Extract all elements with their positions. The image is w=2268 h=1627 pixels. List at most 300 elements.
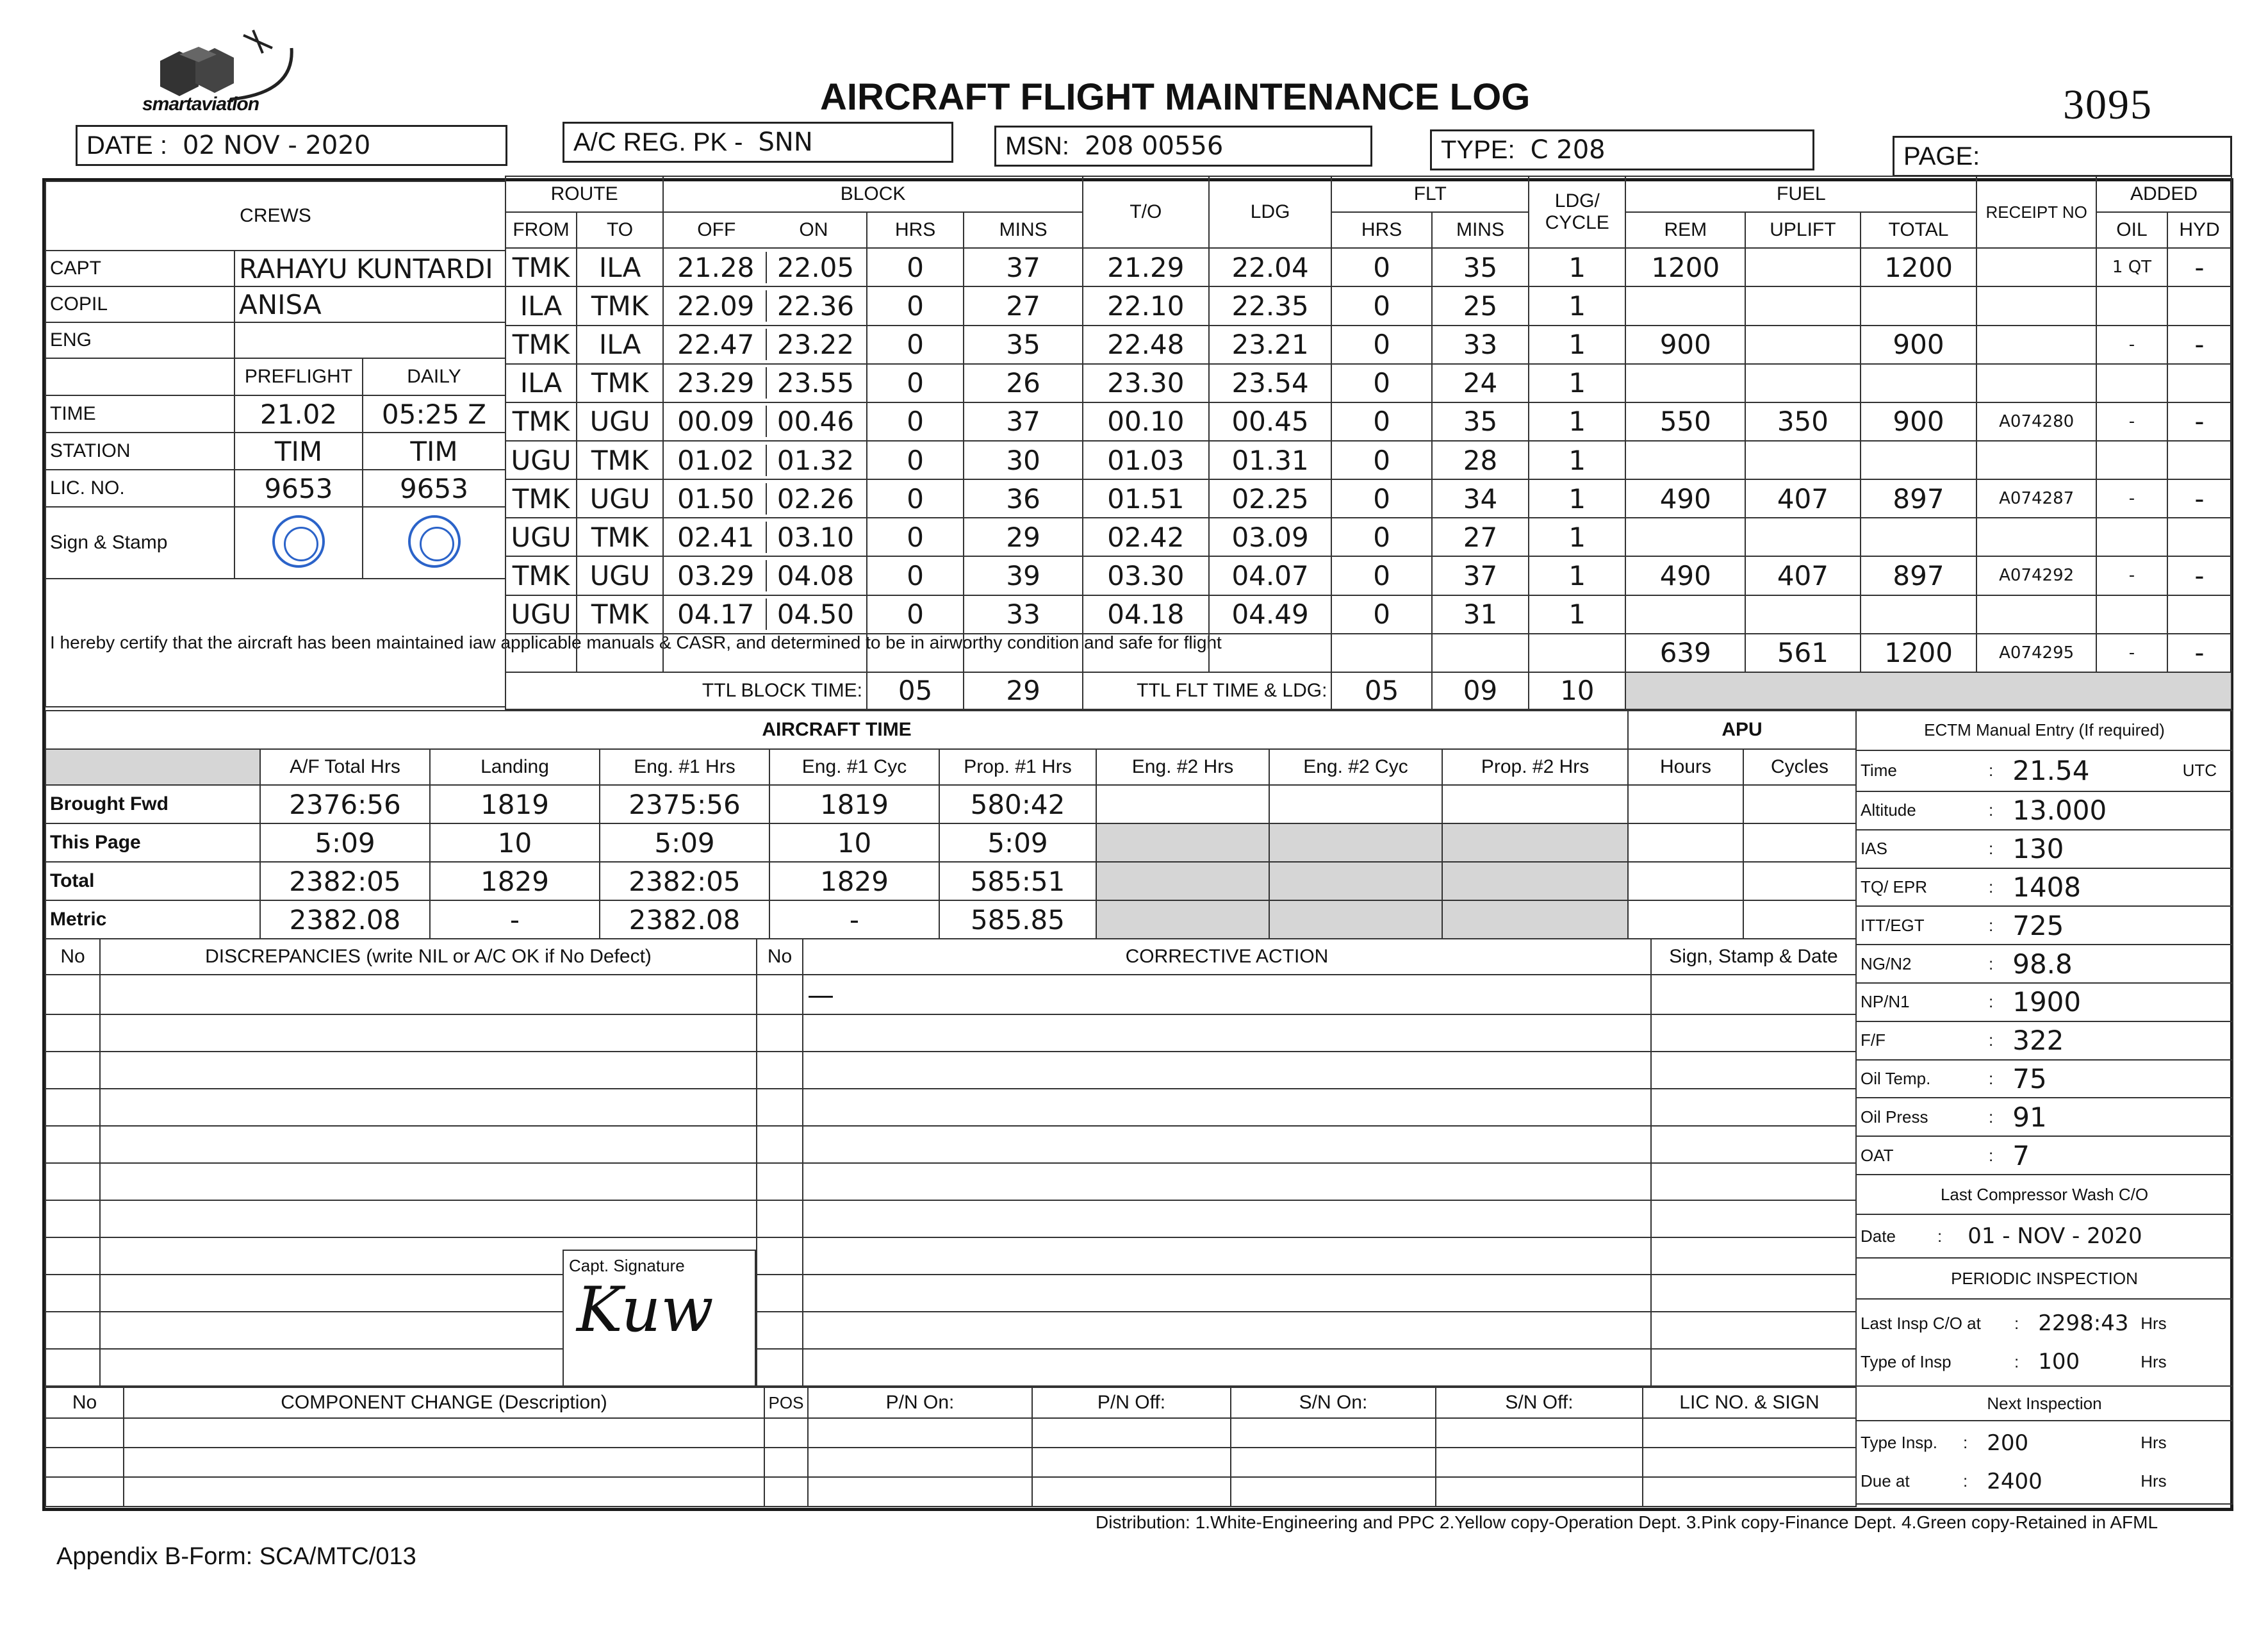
fuel-total[interactable] <box>1861 441 1977 479</box>
landing[interactable]: 23.21 <box>1209 326 1332 364</box>
ttl-ldg[interactable]: 10 <box>1529 672 1625 709</box>
flt-mins[interactable]: 31 <box>1432 595 1529 634</box>
from[interactable]: ILA <box>505 286 577 325</box>
at-value[interactable]: 585:51 <box>939 862 1096 900</box>
hyd-added[interactable]: - <box>2167 556 2231 595</box>
off-time[interactable]: 01.50 <box>666 483 767 515</box>
preflight-time[interactable]: 21.02 <box>234 395 363 433</box>
fuel-uplift[interactable]: 407 <box>1745 556 1861 595</box>
fuel-uplift[interactable] <box>1745 326 1861 364</box>
disc-text-cell[interactable] <box>100 1163 757 1200</box>
flt-mins[interactable]: 35 <box>1432 402 1529 441</box>
at-value[interactable]: - <box>430 900 600 939</box>
block-hrs[interactable]: 0 <box>867 364 964 402</box>
at-empty[interactable] <box>1442 785 1628 823</box>
at-value[interactable]: 2382.08 <box>600 900 769 939</box>
disc-no-cell[interactable] <box>45 1089 100 1126</box>
ectm-value[interactable]: 322 <box>2012 1025 2064 1057</box>
ca-no-cell[interactable] <box>757 975 803 1014</box>
landing[interactable]: 22.04 <box>1209 248 1332 286</box>
off-time[interactable]: 21.28 <box>666 252 767 283</box>
sign-cell[interactable] <box>1651 1052 1856 1089</box>
disc-no-cell[interactable] <box>45 1312 100 1349</box>
at-empty[interactable] <box>1269 862 1442 900</box>
ca-no-cell[interactable] <box>757 1275 803 1312</box>
receipt-no[interactable]: A074292 <box>1976 556 2096 595</box>
sign-cell[interactable] <box>1651 1200 1856 1237</box>
ca-no-cell[interactable] <box>757 1052 803 1089</box>
off-time[interactable]: 01.02 <box>666 445 767 476</box>
oil-added[interactable]: - <box>2096 402 2167 441</box>
from[interactable]: TMK <box>505 402 577 441</box>
landing[interactable]: 03.09 <box>1209 518 1332 556</box>
at-empty[interactable] <box>1269 823 1442 862</box>
landing[interactable]: 04.07 <box>1209 556 1332 595</box>
block-hrs[interactable]: 0 <box>867 286 964 325</box>
at-value[interactable]: 10 <box>769 823 939 862</box>
flt-hrs[interactable]: 0 <box>1331 518 1431 556</box>
ectm-value[interactable]: 75 <box>2012 1063 2047 1095</box>
hyd-added[interactable]: - <box>2167 326 2231 364</box>
disc-text-cell[interactable] <box>100 1052 757 1089</box>
block-hrs[interactable]: 0 <box>867 248 964 286</box>
ttl-block-mins[interactable]: 29 <box>964 672 1083 709</box>
cycle[interactable]: 1 <box>1529 441 1625 479</box>
off-time[interactable]: 00.09 <box>666 406 767 437</box>
to[interactable]: UGU <box>577 479 663 518</box>
receipt-no[interactable] <box>1976 441 2096 479</box>
takeoff[interactable]: 00.10 <box>1083 402 1209 441</box>
flt-mins[interactable]: 35 <box>1432 248 1529 286</box>
cycle[interactable] <box>1529 634 1625 672</box>
from[interactable]: ILA <box>505 364 577 402</box>
oil-added[interactable] <box>2096 595 2167 634</box>
flt-mins[interactable]: 34 <box>1432 479 1529 518</box>
at-value[interactable]: 2375:56 <box>600 785 769 823</box>
ca-no-cell[interactable] <box>757 1237 803 1275</box>
ca-first-entry[interactable]: — <box>803 975 1651 1014</box>
ectm-value[interactable]: 91 <box>2012 1101 2047 1133</box>
takeoff[interactable]: 02.42 <box>1083 518 1209 556</box>
wash-date[interactable]: 01 - NOV - 2020 <box>1968 1223 2142 1250</box>
sign-cell[interactable] <box>1651 1349 1856 1386</box>
hyd-added[interactable] <box>2167 441 2231 479</box>
block-hrs[interactable]: 0 <box>867 326 964 364</box>
flt-hrs[interactable]: 0 <box>1331 364 1431 402</box>
ca-text-cell[interactable] <box>803 1349 1651 1386</box>
takeoff[interactable]: 01.03 <box>1083 441 1209 479</box>
cycle[interactable]: 1 <box>1529 364 1625 402</box>
on-time[interactable]: 02.26 <box>777 483 855 515</box>
flt-hrs[interactable]: 0 <box>1331 326 1431 364</box>
from[interactable] <box>505 634 577 672</box>
at-empty[interactable] <box>1269 785 1442 823</box>
ectm-value[interactable]: 98.8 <box>2012 948 2073 980</box>
hyd-added[interactable] <box>2167 518 2231 556</box>
disc-text-cell[interactable] <box>100 1126 757 1163</box>
from[interactable]: TMK <box>505 248 577 286</box>
flt-hrs[interactable]: 0 <box>1331 441 1431 479</box>
at-empty[interactable] <box>1442 900 1628 939</box>
disc-text-cell[interactable] <box>100 1089 757 1126</box>
fuel-rem[interactable]: 900 <box>1625 326 1745 364</box>
at-value[interactable]: 2382:05 <box>600 862 769 900</box>
disc-no-cell[interactable] <box>45 1126 100 1163</box>
hyd-added[interactable]: - <box>2167 479 2231 518</box>
fuel-uplift[interactable] <box>1745 518 1861 556</box>
receipt-no[interactable]: A074295 <box>1976 634 2096 672</box>
oil-added[interactable] <box>2096 441 2167 479</box>
type-insp-value[interactable]: 100 <box>2038 1349 2080 1375</box>
at-empty[interactable] <box>1442 823 1628 862</box>
ectm-value[interactable]: 1900 <box>2012 986 2082 1018</box>
fuel-total[interactable] <box>1861 364 1977 402</box>
landing[interactable]: 02.25 <box>1209 479 1332 518</box>
off-time[interactable]: 23.29 <box>666 367 767 399</box>
fuel-rem[interactable]: 550 <box>1625 402 1745 441</box>
off-time[interactable]: 22.09 <box>666 290 767 322</box>
hyd-added[interactable] <box>2167 286 2231 325</box>
type-field[interactable] <box>1430 129 1814 170</box>
ttl-block-hrs[interactable]: 05 <box>867 672 964 709</box>
block-mins[interactable]: 39 <box>964 556 1083 595</box>
fuel-rem[interactable]: 1200 <box>1625 248 1745 286</box>
ca-text-cell[interactable] <box>803 1052 1651 1089</box>
from[interactable]: TMK <box>505 479 577 518</box>
capt-signature-box[interactable] <box>563 1250 756 1387</box>
cycle[interactable]: 1 <box>1529 286 1625 325</box>
preflight-station[interactable]: TIM <box>234 433 363 470</box>
at-value[interactable]: 5:09 <box>260 823 430 862</box>
oil-added[interactable] <box>2096 286 2167 325</box>
ca-no-cell[interactable] <box>757 1126 803 1163</box>
apu-hours-cell[interactable] <box>1628 862 1743 900</box>
flt-mins[interactable]: 24 <box>1432 364 1529 402</box>
receipt-no[interactable] <box>1976 595 2096 634</box>
on-time[interactable]: 03.10 <box>777 521 855 553</box>
fuel-rem[interactable] <box>1625 286 1745 325</box>
sign-cell[interactable] <box>1651 1237 1856 1275</box>
date-field[interactable] <box>76 125 507 166</box>
daily-time[interactable]: 05:25 Z <box>363 395 505 433</box>
flt-mins[interactable]: 37 <box>1432 556 1529 595</box>
to[interactable]: TMK <box>577 595 663 634</box>
ttl-flt-mins[interactable]: 09 <box>1432 672 1529 709</box>
fuel-uplift[interactable]: 561 <box>1745 634 1861 672</box>
at-value[interactable]: 5:09 <box>600 823 769 862</box>
takeoff[interactable]: 01.51 <box>1083 479 1209 518</box>
at-empty[interactable] <box>1096 823 1269 862</box>
apu-hours-cell[interactable] <box>1628 785 1743 823</box>
receipt-no[interactable] <box>1976 286 2096 325</box>
ca-no-cell[interactable] <box>757 1200 803 1237</box>
ca-no-cell[interactable] <box>757 1089 803 1126</box>
landing[interactable] <box>1209 634 1332 672</box>
reg-field[interactable] <box>563 122 953 163</box>
flt-hrs[interactable]: 0 <box>1331 479 1431 518</box>
off-time[interactable]: 02.41 <box>666 522 767 553</box>
sign-cell[interactable] <box>1651 1126 1856 1163</box>
ca-text-cell[interactable] <box>803 1089 1651 1126</box>
ca-text-cell[interactable] <box>803 1126 1651 1163</box>
landing[interactable]: 22.35 <box>1209 286 1332 325</box>
at-value[interactable]: 585.85 <box>939 900 1096 939</box>
flt-mins[interactable]: 28 <box>1432 441 1529 479</box>
on-time[interactable]: 00.46 <box>777 406 855 438</box>
ectm-value[interactable]: 130 <box>2012 833 2064 865</box>
to[interactable]: TMK <box>577 364 663 402</box>
receipt-no[interactable] <box>1976 364 2096 402</box>
disc-no-cell[interactable] <box>45 1052 100 1089</box>
takeoff[interactable]: 04.18 <box>1083 595 1209 634</box>
fuel-rem[interactable] <box>1625 595 1745 634</box>
disc-no-cell[interactable] <box>45 975 100 1014</box>
fuel-uplift[interactable] <box>1745 364 1861 402</box>
fuel-uplift[interactable] <box>1745 441 1861 479</box>
on-time[interactable]: 04.50 <box>777 599 855 631</box>
oil-added[interactable]: 1 QT <box>2096 248 2167 286</box>
ca-text-cell[interactable] <box>803 1014 1651 1052</box>
flt-mins[interactable]: 25 <box>1432 286 1529 325</box>
block-hrs[interactable]: 0 <box>867 556 964 595</box>
sign-cell[interactable] <box>1651 1275 1856 1312</box>
fuel-total[interactable]: 900 <box>1861 402 1977 441</box>
ectm-value[interactable]: 21.54 <box>2012 755 2090 787</box>
preflight-lic[interactable]: 9653 <box>234 470 363 507</box>
flt-mins[interactable]: 27 <box>1432 518 1529 556</box>
ectm-value[interactable]: 1408 <box>2012 871 2082 903</box>
on-time[interactable]: 04.08 <box>777 559 855 591</box>
fuel-rem[interactable]: 490 <box>1625 479 1745 518</box>
sign-cell[interactable] <box>1651 1089 1856 1126</box>
daily-lic[interactable]: 9653 <box>363 470 505 507</box>
takeoff[interactable]: 21.29 <box>1083 248 1209 286</box>
cycle[interactable]: 1 <box>1529 556 1625 595</box>
hyd-added[interactable] <box>2167 364 2231 402</box>
page-field[interactable] <box>1893 136 2232 177</box>
block-mins[interactable]: 26 <box>964 364 1083 402</box>
msn-field[interactable] <box>994 126 1372 167</box>
landing[interactable]: 04.49 <box>1209 595 1332 634</box>
disc-no-cell[interactable] <box>45 1014 100 1052</box>
ca-no-cell[interactable] <box>757 1163 803 1200</box>
fuel-total[interactable] <box>1861 286 1977 325</box>
cycle[interactable]: 1 <box>1529 518 1625 556</box>
landing[interactable]: 01.31 <box>1209 441 1332 479</box>
from[interactable]: TMK <box>505 556 577 595</box>
fuel-uplift[interactable] <box>1745 595 1861 634</box>
landing[interactable]: 00.45 <box>1209 402 1332 441</box>
ca-text-cell[interactable] <box>803 1237 1651 1275</box>
fuel-rem[interactable]: 490 <box>1625 556 1745 595</box>
at-value[interactable]: 1819 <box>769 785 939 823</box>
ca-no-cell[interactable] <box>757 1312 803 1349</box>
ttl-flt-hrs[interactable]: 05 <box>1331 672 1431 709</box>
at-value[interactable]: 1819 <box>430 785 600 823</box>
fuel-total[interactable]: 897 <box>1861 556 1977 595</box>
receipt-no[interactable] <box>1976 518 2096 556</box>
takeoff[interactable]: 03.30 <box>1083 556 1209 595</box>
fuel-total[interactable]: 897 <box>1861 479 1977 518</box>
on-time[interactable]: 01.32 <box>777 444 855 476</box>
block-mins[interactable]: 36 <box>964 479 1083 518</box>
fuel-uplift[interactable] <box>1745 248 1861 286</box>
oil-added[interactable] <box>2096 364 2167 402</box>
to[interactable]: UGU <box>577 556 663 595</box>
sign-cell[interactable] <box>1651 975 1856 1014</box>
hyd-added[interactable]: - <box>2167 248 2231 286</box>
takeoff[interactable]: 23.30 <box>1083 364 1209 402</box>
oil-added[interactable] <box>2096 518 2167 556</box>
on-time[interactable]: 23.55 <box>777 367 855 399</box>
disc-text-cell[interactable] <box>100 1200 757 1237</box>
cycle[interactable]: 1 <box>1529 479 1625 518</box>
due-value[interactable]: 2400 <box>1987 1468 2042 1494</box>
from[interactable]: UGU <box>505 441 577 479</box>
at-empty[interactable] <box>1442 862 1628 900</box>
takeoff[interactable]: 22.48 <box>1083 326 1209 364</box>
fuel-total[interactable]: 1200 <box>1861 634 1977 672</box>
block-mins[interactable]: 29 <box>964 518 1083 556</box>
cycle[interactable]: 1 <box>1529 595 1625 634</box>
last-insp-value[interactable]: 2298:43 <box>2038 1310 2129 1337</box>
apu-cycles-cell[interactable] <box>1743 823 1856 862</box>
ca-text-cell[interactable] <box>803 1163 1651 1200</box>
at-empty[interactable] <box>1096 785 1269 823</box>
apu-cycles-cell[interactable] <box>1743 862 1856 900</box>
from[interactable]: UGU <box>505 518 577 556</box>
to[interactable]: ILA <box>577 248 663 286</box>
block-hrs[interactable] <box>867 634 964 672</box>
disc-no-cell[interactable] <box>45 1275 100 1312</box>
apu-hours-cell[interactable] <box>1628 823 1743 862</box>
oil-added[interactable]: - <box>2096 479 2167 518</box>
disc-no-cell[interactable] <box>45 1349 100 1386</box>
disc-no-cell[interactable] <box>45 1237 100 1275</box>
block-mins[interactable]: 37 <box>964 402 1083 441</box>
ca-text-cell[interactable] <box>803 1312 1651 1349</box>
cycle[interactable]: 1 <box>1529 326 1625 364</box>
at-value[interactable]: 2376:56 <box>260 785 430 823</box>
cycle[interactable]: 1 <box>1529 402 1625 441</box>
off-time[interactable]: 03.29 <box>666 560 767 591</box>
fuel-uplift[interactable]: 407 <box>1745 479 1861 518</box>
block-hrs[interactable]: 0 <box>867 402 964 441</box>
hyd-added[interactable]: - <box>2167 402 2231 441</box>
to[interactable] <box>577 634 663 672</box>
receipt-no[interactable] <box>1976 248 2096 286</box>
fuel-total[interactable]: 900 <box>1861 326 1977 364</box>
cycle[interactable]: 1 <box>1529 248 1625 286</box>
block-hrs[interactable]: 0 <box>867 479 964 518</box>
at-value[interactable]: 5:09 <box>939 823 1096 862</box>
ectm-value[interactable]: 7 <box>2012 1139 2030 1171</box>
to[interactable]: TMK <box>577 518 663 556</box>
on-time[interactable]: 22.05 <box>777 251 855 283</box>
block-mins[interactable]: 33 <box>964 595 1083 634</box>
receipt-no[interactable]: A074287 <box>1976 479 2096 518</box>
ca-text-cell[interactable] <box>803 1200 1651 1237</box>
at-empty[interactable] <box>1096 900 1269 939</box>
block-hrs[interactable]: 0 <box>867 518 964 556</box>
fuel-total[interactable] <box>1861 518 1977 556</box>
ectm-value[interactable]: 13.000 <box>2012 795 2107 827</box>
ectm-value[interactable]: 725 <box>2012 909 2064 941</box>
apu-hours-cell[interactable] <box>1628 900 1743 939</box>
receipt-no[interactable] <box>1976 326 2096 364</box>
sign-cell[interactable] <box>1651 1014 1856 1052</box>
hyd-added[interactable] <box>2167 595 2231 634</box>
flt-hrs[interactable]: 0 <box>1331 556 1431 595</box>
takeoff[interactable] <box>1083 634 1209 672</box>
off-time[interactable]: 04.17 <box>666 599 767 630</box>
flt-hrs[interactable] <box>1331 634 1431 672</box>
fuel-uplift[interactable]: 350 <box>1745 402 1861 441</box>
oil-added[interactable]: - <box>2096 326 2167 364</box>
flt-hrs[interactable]: 0 <box>1331 286 1431 325</box>
apu-cycles-cell[interactable] <box>1743 785 1856 823</box>
disc-text-cell[interactable] <box>100 975 757 1014</box>
fuel-rem[interactable] <box>1625 441 1745 479</box>
block-mins[interactable]: 27 <box>964 286 1083 325</box>
landing[interactable]: 23.54 <box>1209 364 1332 402</box>
to[interactable]: TMK <box>577 441 663 479</box>
block-mins[interactable]: 30 <box>964 441 1083 479</box>
at-empty[interactable] <box>1269 900 1442 939</box>
sign-cell[interactable] <box>1651 1312 1856 1349</box>
ca-no-cell[interactable] <box>757 1014 803 1052</box>
fuel-total[interactable]: 1200 <box>1861 248 1977 286</box>
sign-cell[interactable] <box>1651 1163 1856 1200</box>
on-time[interactable]: 23.22 <box>777 329 855 361</box>
oil-added[interactable]: - <box>2096 634 2167 672</box>
at-value[interactable]: 2382.08 <box>260 900 430 939</box>
fuel-rem[interactable] <box>1625 518 1745 556</box>
flt-hrs[interactable]: 0 <box>1331 248 1431 286</box>
flt-hrs[interactable]: 0 <box>1331 595 1431 634</box>
fuel-rem[interactable]: 639 <box>1625 634 1745 672</box>
at-value[interactable]: 1829 <box>430 862 600 900</box>
from[interactable]: TMK <box>505 326 577 364</box>
at-value[interactable]: 580:42 <box>939 785 1096 823</box>
at-value[interactable]: - <box>769 900 939 939</box>
block-mins[interactable] <box>964 634 1083 672</box>
on-time[interactable]: 22.36 <box>777 290 855 322</box>
to[interactable]: ILA <box>577 326 663 364</box>
fuel-total[interactable] <box>1861 595 1977 634</box>
flt-hrs[interactable]: 0 <box>1331 402 1431 441</box>
block-hrs[interactable]: 0 <box>867 595 964 634</box>
at-value[interactable]: 1829 <box>769 862 939 900</box>
fuel-rem[interactable] <box>1625 364 1745 402</box>
takeoff[interactable]: 22.10 <box>1083 286 1209 325</box>
at-empty[interactable] <box>1096 862 1269 900</box>
capt-name[interactable]: RAHAYU KUNTARDI <box>234 251 505 286</box>
hyd-added[interactable]: - <box>2167 634 2231 672</box>
at-value[interactable]: 10 <box>430 823 600 862</box>
block-mins[interactable]: 37 <box>964 248 1083 286</box>
fuel-uplift[interactable] <box>1745 286 1861 325</box>
disc-no-cell[interactable] <box>45 1163 100 1200</box>
apu-cycles-cell[interactable] <box>1743 900 1856 939</box>
receipt-no[interactable]: A074280 <box>1976 402 2096 441</box>
off-time[interactable]: 22.47 <box>666 329 767 360</box>
at-value[interactable]: 2382:05 <box>260 862 430 900</box>
daily-station[interactable]: TIM <box>363 433 505 470</box>
block-mins[interactable]: 35 <box>964 326 1083 364</box>
ca-text-cell[interactable] <box>803 1275 1651 1312</box>
eng-name[interactable] <box>234 322 505 358</box>
